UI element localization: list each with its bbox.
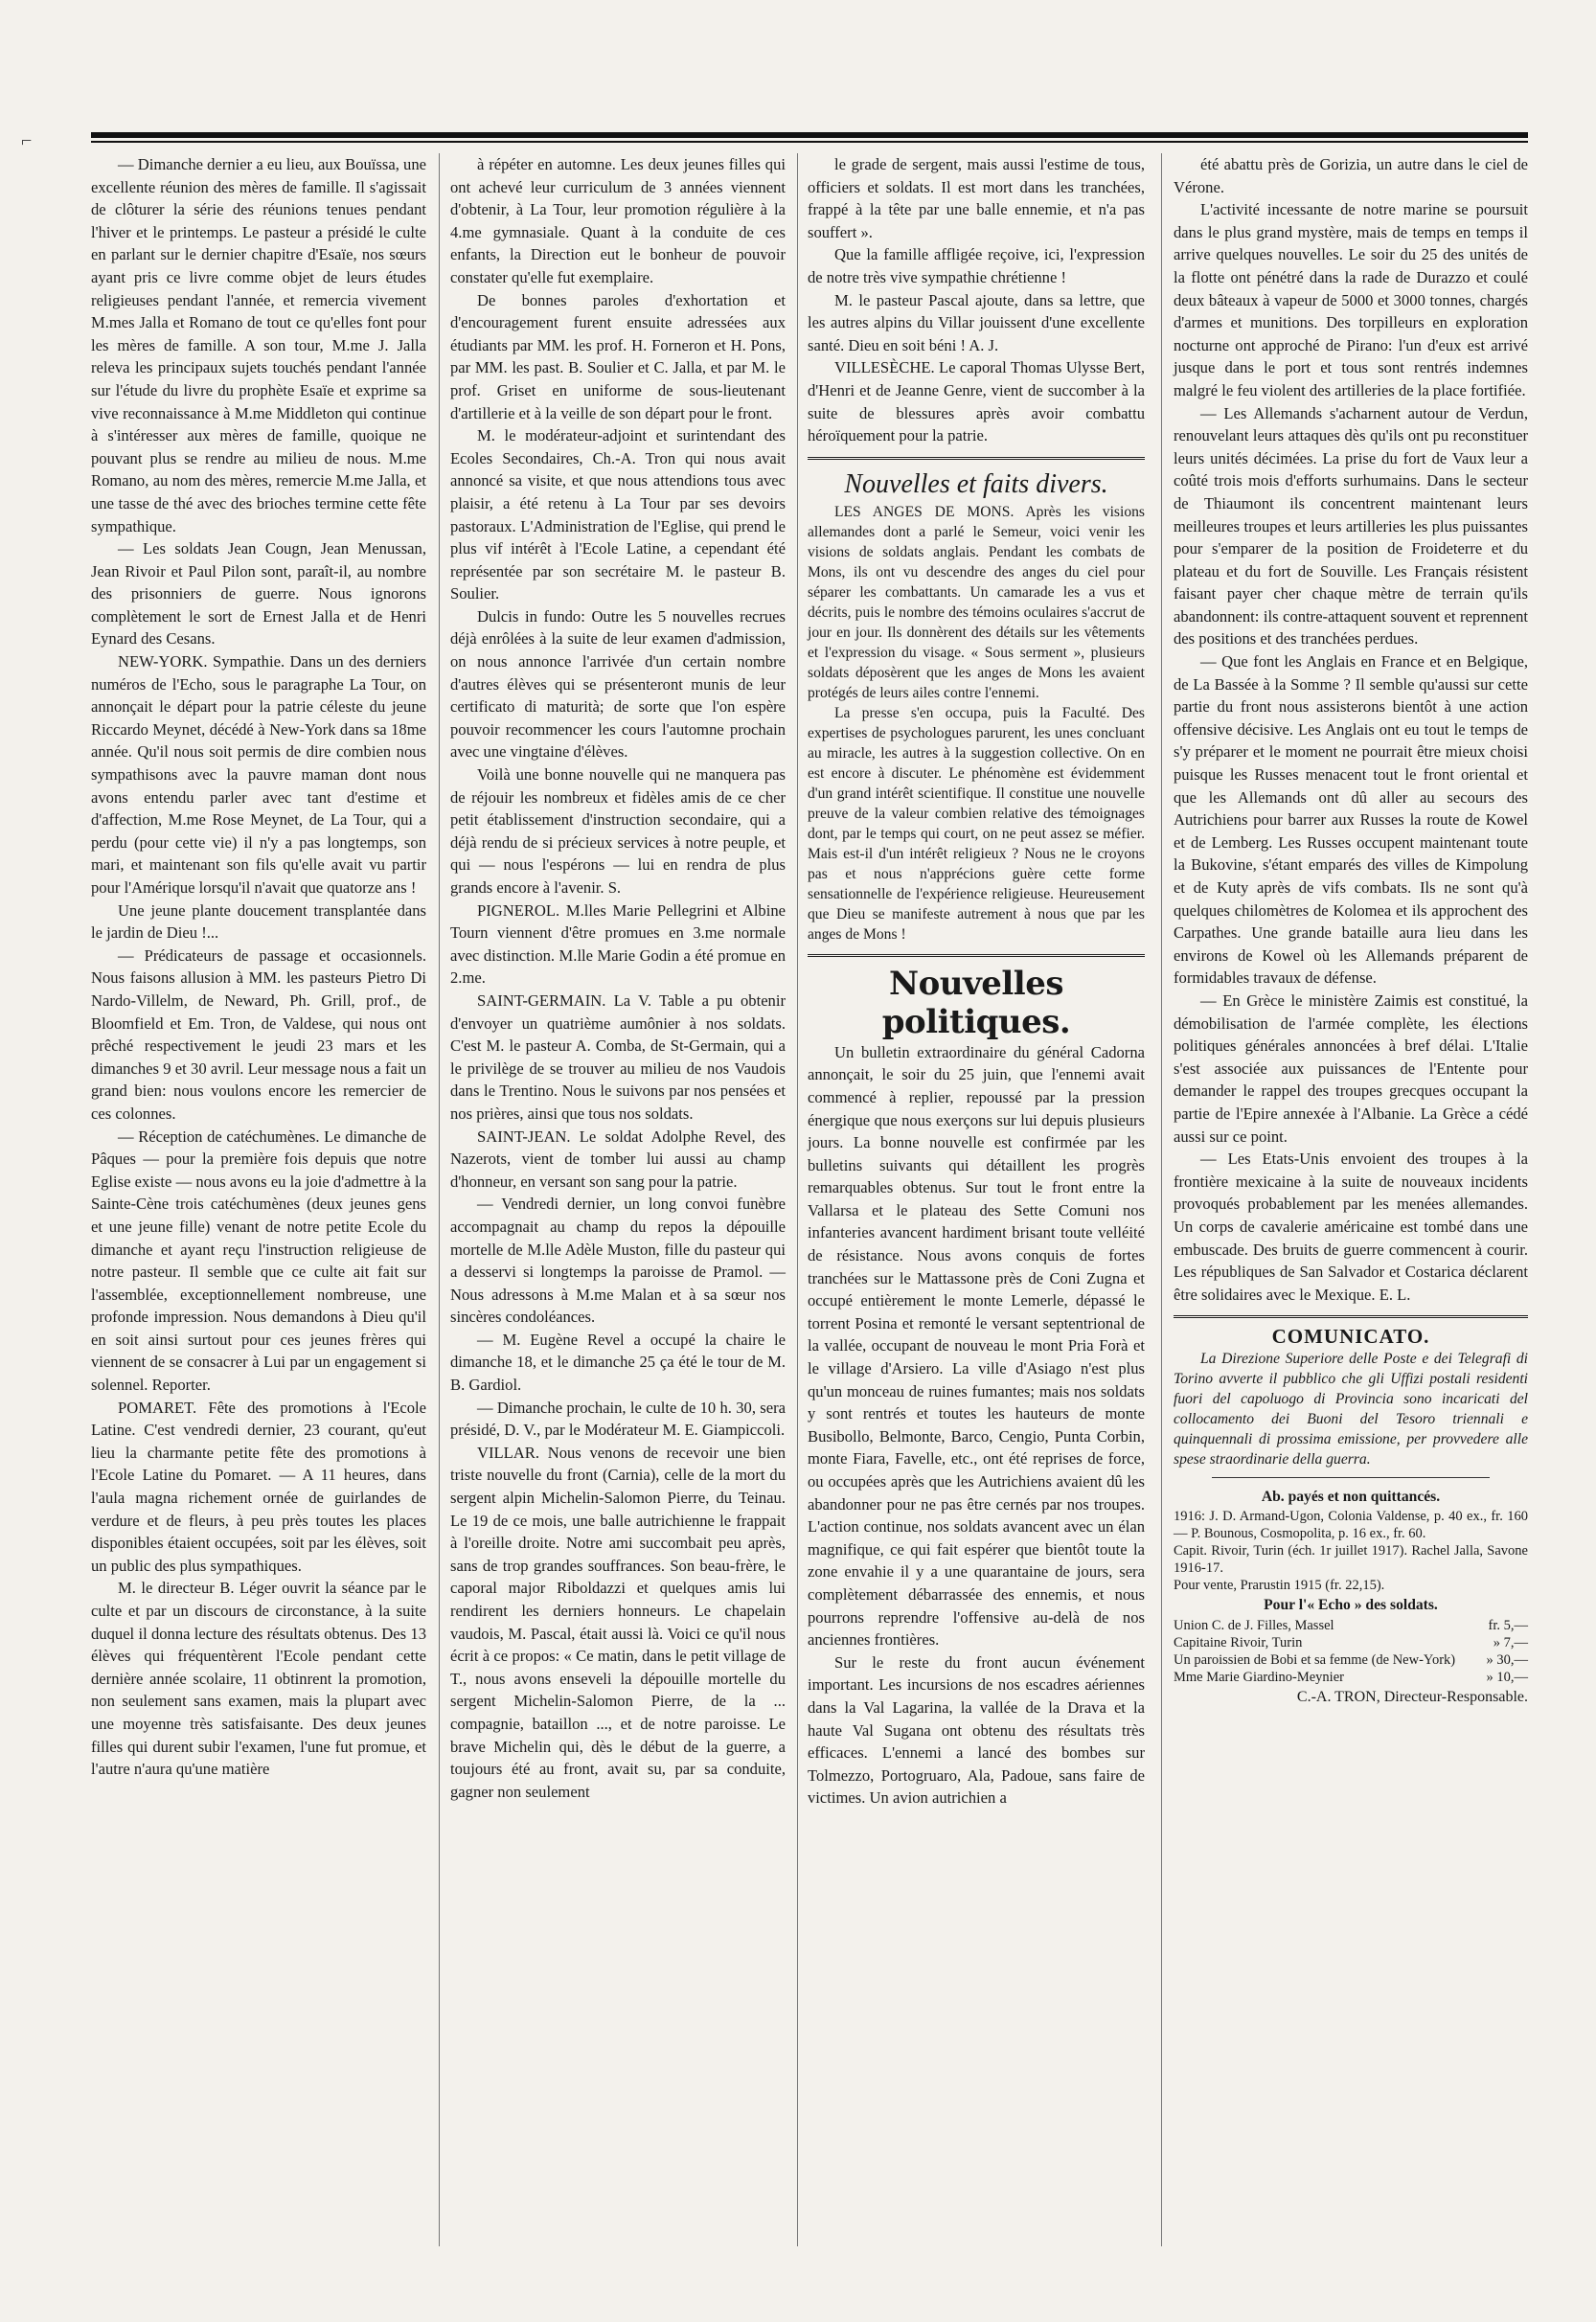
paragraph: Une jeune plante doucement transplantée dans le jardin de Dieu !... [91,900,426,943]
donor-name: Capitaine Rivoir, Turin [1174,1635,1303,1651]
paragraph: La Direzione Superiore delle Poste e dei Telegrafi di Torino avverte il pubblico che gli Uffizi postali residenti fuori del capoluogo di Provincia sono incaricati del collocamento dei Buoni del Tesoro triennali e quinquennali di prossima emissione, per provvedere alle spese straordinarie della guerra. [1174,1350,1528,1468]
paragraph: L'activité incessante de notre marine se poursuit dans le plus grand mystère, mais de temps en temps il arrive quelques nouvelles. Le soir du 25 des unités de la flotte ont pénétré dans la rade de Durazzo et coulé deux bâteaux à vapeur de 5000 et 3000 tonnes, chargés d'armes et munitions. Des torpilleurs en exploration nocturne ont approché de Pirano: l'un d'eux est arrivé jusque dans le port et tous sont rentrés indemnes malgré le feu violent des artilleries de la place fortifiée. [1174,200,1528,399]
column-2 [450,153,786,1803]
list-item [1174,1634,1528,1651]
paragraph: — Réception de catéchumènes. Le dimanche de Pâques — pour la première fois depuis que notre Eglise existe — nous avons eu la joie d'admettre à la Sainte-Cène trois catéchumènes (deux jeunes gens et une jeune fille) venant de notre petite Ecole du dimanche et ayant reçu l'instruction religieuse de notre pasteur. Il semble que ce culte ait fait sur l'assemblée, exceptionnellement nombreuse, une profonde impression. Nous demandons à Dieu qu'il en soit ainsi surtout pour ces jeunes frères qui viennent de se consacrer à Lui par un engagement si solennel. Reporter. [91,1127,426,1395]
comunicato-heading: COMUNICATO. [1271,1325,1430,1349]
paragraph: à répéter en automne. Les deux jeunes filles qui ont achevé leur curriculum de 3 années viennent d'obtenir, à La Tour, leur promotion régulière à la 4.me gymnasiale. Quant à la conduite de ces enfants, la Direction eut le bonheur de pouvoir constater qu'elle fut exemplaire. [450,155,786,286]
paragraph: PIGNEROL. M.lles Marie Pellegrini et Albine Tourn viennent d'être promues en 3.me normale avec distinction. M.lle Marie Godin a été promue en 2.me. [450,900,786,988]
abonnements-heading: Ab. payés et non quittancés. [1261,1488,1441,1505]
paragraph: — M. Eugène Revel a occupé la chaire le dimanche 18, et le dimanche 25 ça été le tour de M. B. Gardiol. [450,1330,786,1395]
paragraph: SAINT-JEAN. Le soldat Adolphe Revel, des Nazerots, vient de tomber lui aussi au champ d'honneur, en versant son sang pour la patrie. [450,1127,786,1191]
column-divider [1161,153,1162,2246]
paragraph: — Les Allemands s'acharnent autour de Verdun, renouvelant leurs attaques dès qu'ils ont pu reconstituer leurs unités décimées. La prise du fort de Vaux leur a coûté trois mois d'efforts surhumains. Dans le secteur de Thiaumont ils concentrent maintenant leurs meilleures troupes et leurs artilleries les plus puissantes pour s'emparer de la position de Froideterre et du plateau et du fort de Souville. Les Français résistent faisant payer cher chaque mètre de terrain qu'ils abandonnent: ils contre-attaquent souvent et reprennent des positions et des tranchées perdues. [1174,403,1528,649]
section-rule [1174,1315,1528,1318]
paragraph: été abattu près de Gorizia, un autre dans le ciel de Vérone. [1174,155,1528,196]
paragraph: LES ANGES DE MONS. Après les visions allemandes dont a parlé le Semeur, voici venir les visions de soldats anglais. Pendant les combats de Mons, ils ont vu descendre des anges du ciel pour séparer les combattants. Un camarade les a vus et décrits, puis le nombre des témoins oculaires s'accrut de jour en jour. Ils donnèrent des détails sur les vêtements et l'expression du visage. « Sous serment », plusieurs soldats déposèrent que les anges de Mons les avaient protégés de leurs ailes contre l'ennemi. [808,503,1145,701]
comunicato-section [1174,1349,1528,1469]
soldats-heading: Pour l'« Echo » des soldats. [1264,1597,1438,1614]
donor-amount: » 30,— [1486,1652,1528,1669]
list-item [1174,1617,1528,1634]
faits-divers-heading: Nouvelles et faits divers. [844,468,1108,499]
column-4 [1174,153,1528,1709]
nouvelles-politiques-heading: Nouvelles politiques. [881,964,1071,1041]
paragraph: Un bulletin extraordinaire du général Cadorna annonçait, le soir du 25 juin, que l'ennemi avait commencé à replier, repoussé par la pression énergique que nous exerçons sur lui depuis plusieurs jours. La bonne nouvelle est confirmée par les bulletins suivants qui détaillent les progrès remarquables obtenus. Sur tout le front entre la Vallarsa et le plateau des Sette Comuni nos infanteries avancent hardiment brisant toute velléité de résistance. Nous avons conquis de fortes tranchées sur le Mattassone près de Coni Zugna et occupé entièrement le monte Lemerle, dépassé le torrent Posina et remonté le versant septentrional de la vallée, occupant de nouveau le mont Pria Forà et le village d'Arsiero. La ville d'Asiago n'est plus qu'un monceau de ruines fumantes; mais nos soldats y sont rentrés et toutes les hauteurs de monte Busibollo, Belmonte, Barco, Cengio, Punta Corbin, monte Fiara, Favelle, etc., ont été reprises de force, ou occupées après que les Autrichiens avaient dû les abandonner pour ne pas être cernés par nos troupes. L'action continue, nos soldats avancent avec un élan magnifique, ce qui fait espérer que bientôt toute la zone envahie il y a une quarantaine de jours, sera complètement débarrassée des ennemis, et nous pourrons reprendre l'offensive au-delà de nos anciennes frontières. [808,1042,1145,1650]
paragraph: — Que font les Anglais en France et en Belgique, de La Bassée à la Somme ? Il semble qu'aussi sur cette partie du front nous assisterons bientôt à une action offensive décisive. Les Anglais ont eu tout le temps de s'y préparer et le moment ne pourrait être mieux choisi puisque les Russes menacent tout le front oriental et que les Allemands ont dû aller au secours des Autrichiens pour barrer aux Russes la route de Kowel et de Lemberg. Les Russes occupent maintenant toute la Bukovine, s'étant emparés des villes de Kimpolung et de Kuty après de vifs combats. Ils ne sont qu'à quelques chilomètres de Kolomea et ils approchent des Carpathes. Une grande bataille aura lieu dans les environs de Kowel où les Allemands préparent de formidables travaux de défense. [1174,652,1528,988]
top-rule [91,132,1528,138]
donor-amount: » 10,— [1486,1670,1528,1686]
paragraph: — Les soldats Jean Cougn, Jean Menussan, Jean Rivoir et Paul Pilon sont, paraît-il, au nombre des prisonniers de guerre. Nous ignorons complètement le sort de Ernest Jalla et de Henri Eynard des Cesans. [91,539,426,649]
paragraph: La presse s'en occupa, puis la Faculté. Des expertises de psychologues parurent, les unes concluant au miracle, les autres à la suggestion collective. On en est encore à discuter. Le phénomène est évidemment d'un grand intérêt scientifique. Il constitue une nouvelle preuve de la valeur combien relative des témoignages dont, par le temps qui court, on ne peut assez se méfier. Mais est-il d'un intérêt religieux ? Nous ne le croyons pas et nous n'apprécions guère cette forme sensationnelle de l'expérience religieuse. Heureusement que Dieu se manifeste autrement à nous que par les anges de Mons ! [808,704,1145,943]
paragraph: VILLESÈCHE. Le caporal Thomas Ulysse Bert, d'Henri et de Jeanne Genre, vient de succomber à la suite de blessures après avoir combattu héroïquement pour la patrie. [808,358,1145,445]
donor-name: Union C. de J. Filles, Massel [1174,1618,1334,1634]
paragraph: POMARET. Fête des promotions à l'Ecole Latine. C'est vendredi dernier, 23 courant, qu'eut lieu la charmante petite fête des promotions à l'Ecole Latine du Pomaret. — A 11 heures, dans l'aula magna richement ornée de guirlandes de verdure et de fleurs, à peu près toutes les places disponibles étaient occupées, soit par les élèves, soit un public des plus sympathiques. [91,1398,426,1575]
paragraph: — Vendredi dernier, un long convoi funèbre accompagnait au champ du repos la dépouille mortelle de M.lle Adèle Muston, fille du pasteur qui a desservi si longtemps la paroisse de Pramol. — Nous adressons à M.me Malan et à sa sœur nos sincères condoléances. [450,1195,786,1327]
list-item: Capit. Rivoir, Turin (éch. 1r juillet 1917). Rachel Jalla, Savone 1916-17. [1174,1543,1528,1577]
paragraph: De bonnes paroles d'exhortation et d'encouragement furent ensuite adressées aux étudiants par MM. les prof. H. Forneron et H. Pons, par MM. les past. B. Soulier et C. Jalla, et par M. le prof. Griset en uniforme de sous-lieutenant d'artillerie et à la veille de son départ pour le front. [450,290,786,422]
soldats-list [1174,1617,1528,1686]
column-divider [797,153,798,2246]
list-item [1174,1669,1528,1686]
paragraph: M. le modérateur-adjoint et surintendant des Ecoles Secondaires, Ch.-A. Tron qui nous avait annoncé sa visite, et que nous attendions tous avec plaisir, a été retenu à La Tour par ses devoirs pastoraux. L'Administration de l'Eglise, qui prend le plus vif intérêt à l'Ecole Latine, a cependant été représentée par son secrétaire M. le pasteur B. Soulier. [450,426,786,603]
paragraph: Que la famille affligée reçoive, ici, l'expression de notre très vive sympathie chrétienne ! [808,245,1145,286]
divider [1212,1477,1490,1478]
donor-name: Un paroissien de Bobi et sa femme (de New-York) [1174,1652,1456,1669]
paragraph: Dulcis in fundo: Outre les 5 nouvelles recrues déjà enrôlées à la suite de leur examen d'admission, on nous annonce l'arrivée d'un certain nombre d'autres élèves qui se présenteront munis de leur certificato di maturità; de sorte que l'on espère pouvoir recommencer les cours l'automne prochain avec une vingtaine d'élèves. [450,606,786,762]
section-rule [808,954,1145,957]
donor-name: Mme Marie Giardino-Meynier [1174,1670,1344,1686]
paragraph: NEW-YORK. Sympathie. Dans un des derniers numéros de l'Echo, sous le paragraphe La Tour, on annonçait le départ pour la patrie céleste du jeune Riccardo Meynet, décédé à New-York dans sa 18me année. Qu'il nous soit permis de dire combien nous sympathisons avec la pauvre maman dont nous avons entendu parler avec tant d'estime et d'affection, M.me Rose Meynet, de La Tour, qui a perdu (pour cette vie) il n'y a pas longtemps, son mari, et maintenant son fils qu'elle avait vu partir pour l'Amérique lorsqu'il n'avait que quatorze ans ! [91,652,426,897]
paragraph: Sur le reste du front aucun événement important. Les incursions de nos escadres aériennes dans la Val Lagarina, la vallée de la Drava et la haute Val Sugana ont obtenu des résultats très efficaces. L'ennemi a lancé des bombes sur Tolmezzo, Portogruaro, Ala, Padoue, sans faire de victimes. Un avion autrichien a [808,1652,1145,1808]
paragraph: — Les Etats-Unis envoient des troupes à la frontière mexicaine à la suite de nouveaux incidents provoqués probablement par les menées allemandes. Un corps de cavalerie américaine est tombé dans une embuscade. Des bruits de guerre commencent à courir. Les républiques de San Salvador et Costarica déclarent être solidaires avec le Mexique. E. L. [1174,1150,1528,1304]
list-item: 1916: J. D. Armand-Ugon, Colonia Valdense, p. 40 ex., fr. 160 — P. Bounous, Cosmopolita, p. 16 ex., fr. 60. [1174,1509,1528,1542]
paragraph: VILLAR. Nous venons de recevoir une bien triste nouvelle du front (Carnia), celle de la mort du sergent alpin Michelin-Salomon Pierre, du Teinau. Le 19 de ce mois, une balle autrichienne le frappait à l'oreille droite. Notre ami succombait peu après, sans de trop grandes souffrances. Son beau-frère, le caporal major Riboldazzi et quelques amis lui rendirent les derniers honneurs. Le chapelain vaudois, M. Pascal, était aussi là. Voici ce qu'il nous écrit à ce propos: « Ce matin, dans le petit village de T., nous avons enseveli la dépouille mortelle du sergent Michelin-Salomon Pierre, de la ... compagnie, bataillon ..., et de notre paroisse. Le brave Michelin qui, dès le début de la guerre, a toujours été au front, avait su, par sa conduite, gagner non seulement [450,1443,786,1801]
column-1 [91,153,426,1781]
column-divider [439,153,440,2246]
list-item: Pour vente, Prarustin 1915 (fr. 22,15). [1174,1578,1385,1594]
column-3 [808,153,1145,1810]
signature: C.-A. TRON, Directeur-Responsable. [1296,1689,1528,1706]
paragraph: — Dimanche dernier a eu lieu, aux Bouïssa, une excellente réunion des mères de famille. Il s'agissait de clôturer la série des réunions tenues pendant l'hiver et le printemps. Le pasteur a présidé le culte en parlant sur le dernier chapitre d'Esaïe, nos sœurs ayant pris ce livre comme objet de leurs études religieuses pendant l'année, et remercia vivement M.mes Jalla et Romano de tout ce qu'elles font pour les mères de famille. A son tour, M.me J. Jalla releva les principaux sujets touchés pendant l'année sur l'étude du livre du prophète Esaïe et exprime sa vive reconnaissance à M.me Middleton qui continue à s'intéresser aux mères de famille, quoique ne pouvant plus se rendre au milieu de nous. M.me Romano, au nom des mères, remercie M.me Jalla, et une tasse de thé avec des brioches termine cette fête sympathique. [91,155,426,535]
paragraph: SAINT-GERMAIN. La V. Table a pu obtenir d'envoyer un quatrième aumônier à nos soldats. C'est M. le pasteur A. Comba, de St-Germain, qui a le privilège de se trouver au milieu de nos Vaudois dans le Trentino. Nous le suivons par nos pensées et nos prières, ainsi que tous nos soldats. [450,990,786,1123]
donor-amount: fr. 5,— [1488,1618,1528,1634]
paragraph: — En Grèce le ministère Zaimis est constitué, la démobilisation de l'armée complète, les élections politiques générales annoncées à bref délai. L'Italie s'est associée aux puissances de l'Entente pour demander le rappel des troupes grecques occupant la partie de l'Epire annexée à l'Albanie. La Grèce a cédé aussi sur ce point. [1174,990,1528,1146]
paragraph: — Prédicateurs de passage et occasionnels. Nous faisons allusion à MM. les pasteurs Pietro Di Nardo-Villelm, de Neward, Ph. Grill, prof., de Bloomfield et Em. Tron, de Valdese, qui nous ont prêché respectivement le jeudi 23 mars et les dimanches 9 et 30 avril. Leur message nous a fait un grand bien: nous voulons encore les remercier de ces colonnes. [91,945,426,1123]
top-rule-thin [91,141,1528,143]
paragraph: M. le directeur B. Léger ouvrit la séance par le culte et par un discours de circonstance, à la suite duquel il donna lecture des résultats obtenus. Des 13 élèves qui fréquentèrent l'Ecole pendant cette dernière année scolaire, 11 obtinrent la promotion, non seulement sans examen, mais la plupart avec une moyenne très satisfaisante. Des deux jeunes filles qui durent subir l'examen, l'une fut promue, et l'autre n'aura qu'une matière [91,1579,426,1779]
paragraph: M. le pasteur Pascal ajoute, dans sa lettre, que les autres alpins du Villar jouissent d'une excellente santé. Dieu en soit béni ! A. J. [808,290,1145,354]
donor-amount: » 7,— [1493,1635,1528,1651]
paragraph: — Dimanche prochain, le culte de 10 h. 30, sera présidé, D. V., par le Modérateur M. E. Giampiccoli. [450,1398,786,1440]
paragraph: le grade de sergent, mais aussi l'estime de tous, officiers et soldats. Il est mort dans les tranchées, frappé à la tête par une balle ennemie, et n'a pas souffert ». [808,155,1145,241]
faits-divers-section [808,502,1145,945]
list-item [1174,1651,1528,1669]
section-rule [808,457,1145,460]
abonnements-list [1174,1508,1528,1594]
page-corner-mark: ⌐ [21,130,33,151]
paragraph: Voilà une bonne nouvelle qui ne manquera pas de réjouir les nombreux et fidèles amis de ce cher petit établissement d'instruction secondaire, qui a déjà rendu de si précieux services à notre peuple, et qui — nous l'espérons — lui en rendra de plus grands encore à l'avenir. S. [450,765,786,897]
